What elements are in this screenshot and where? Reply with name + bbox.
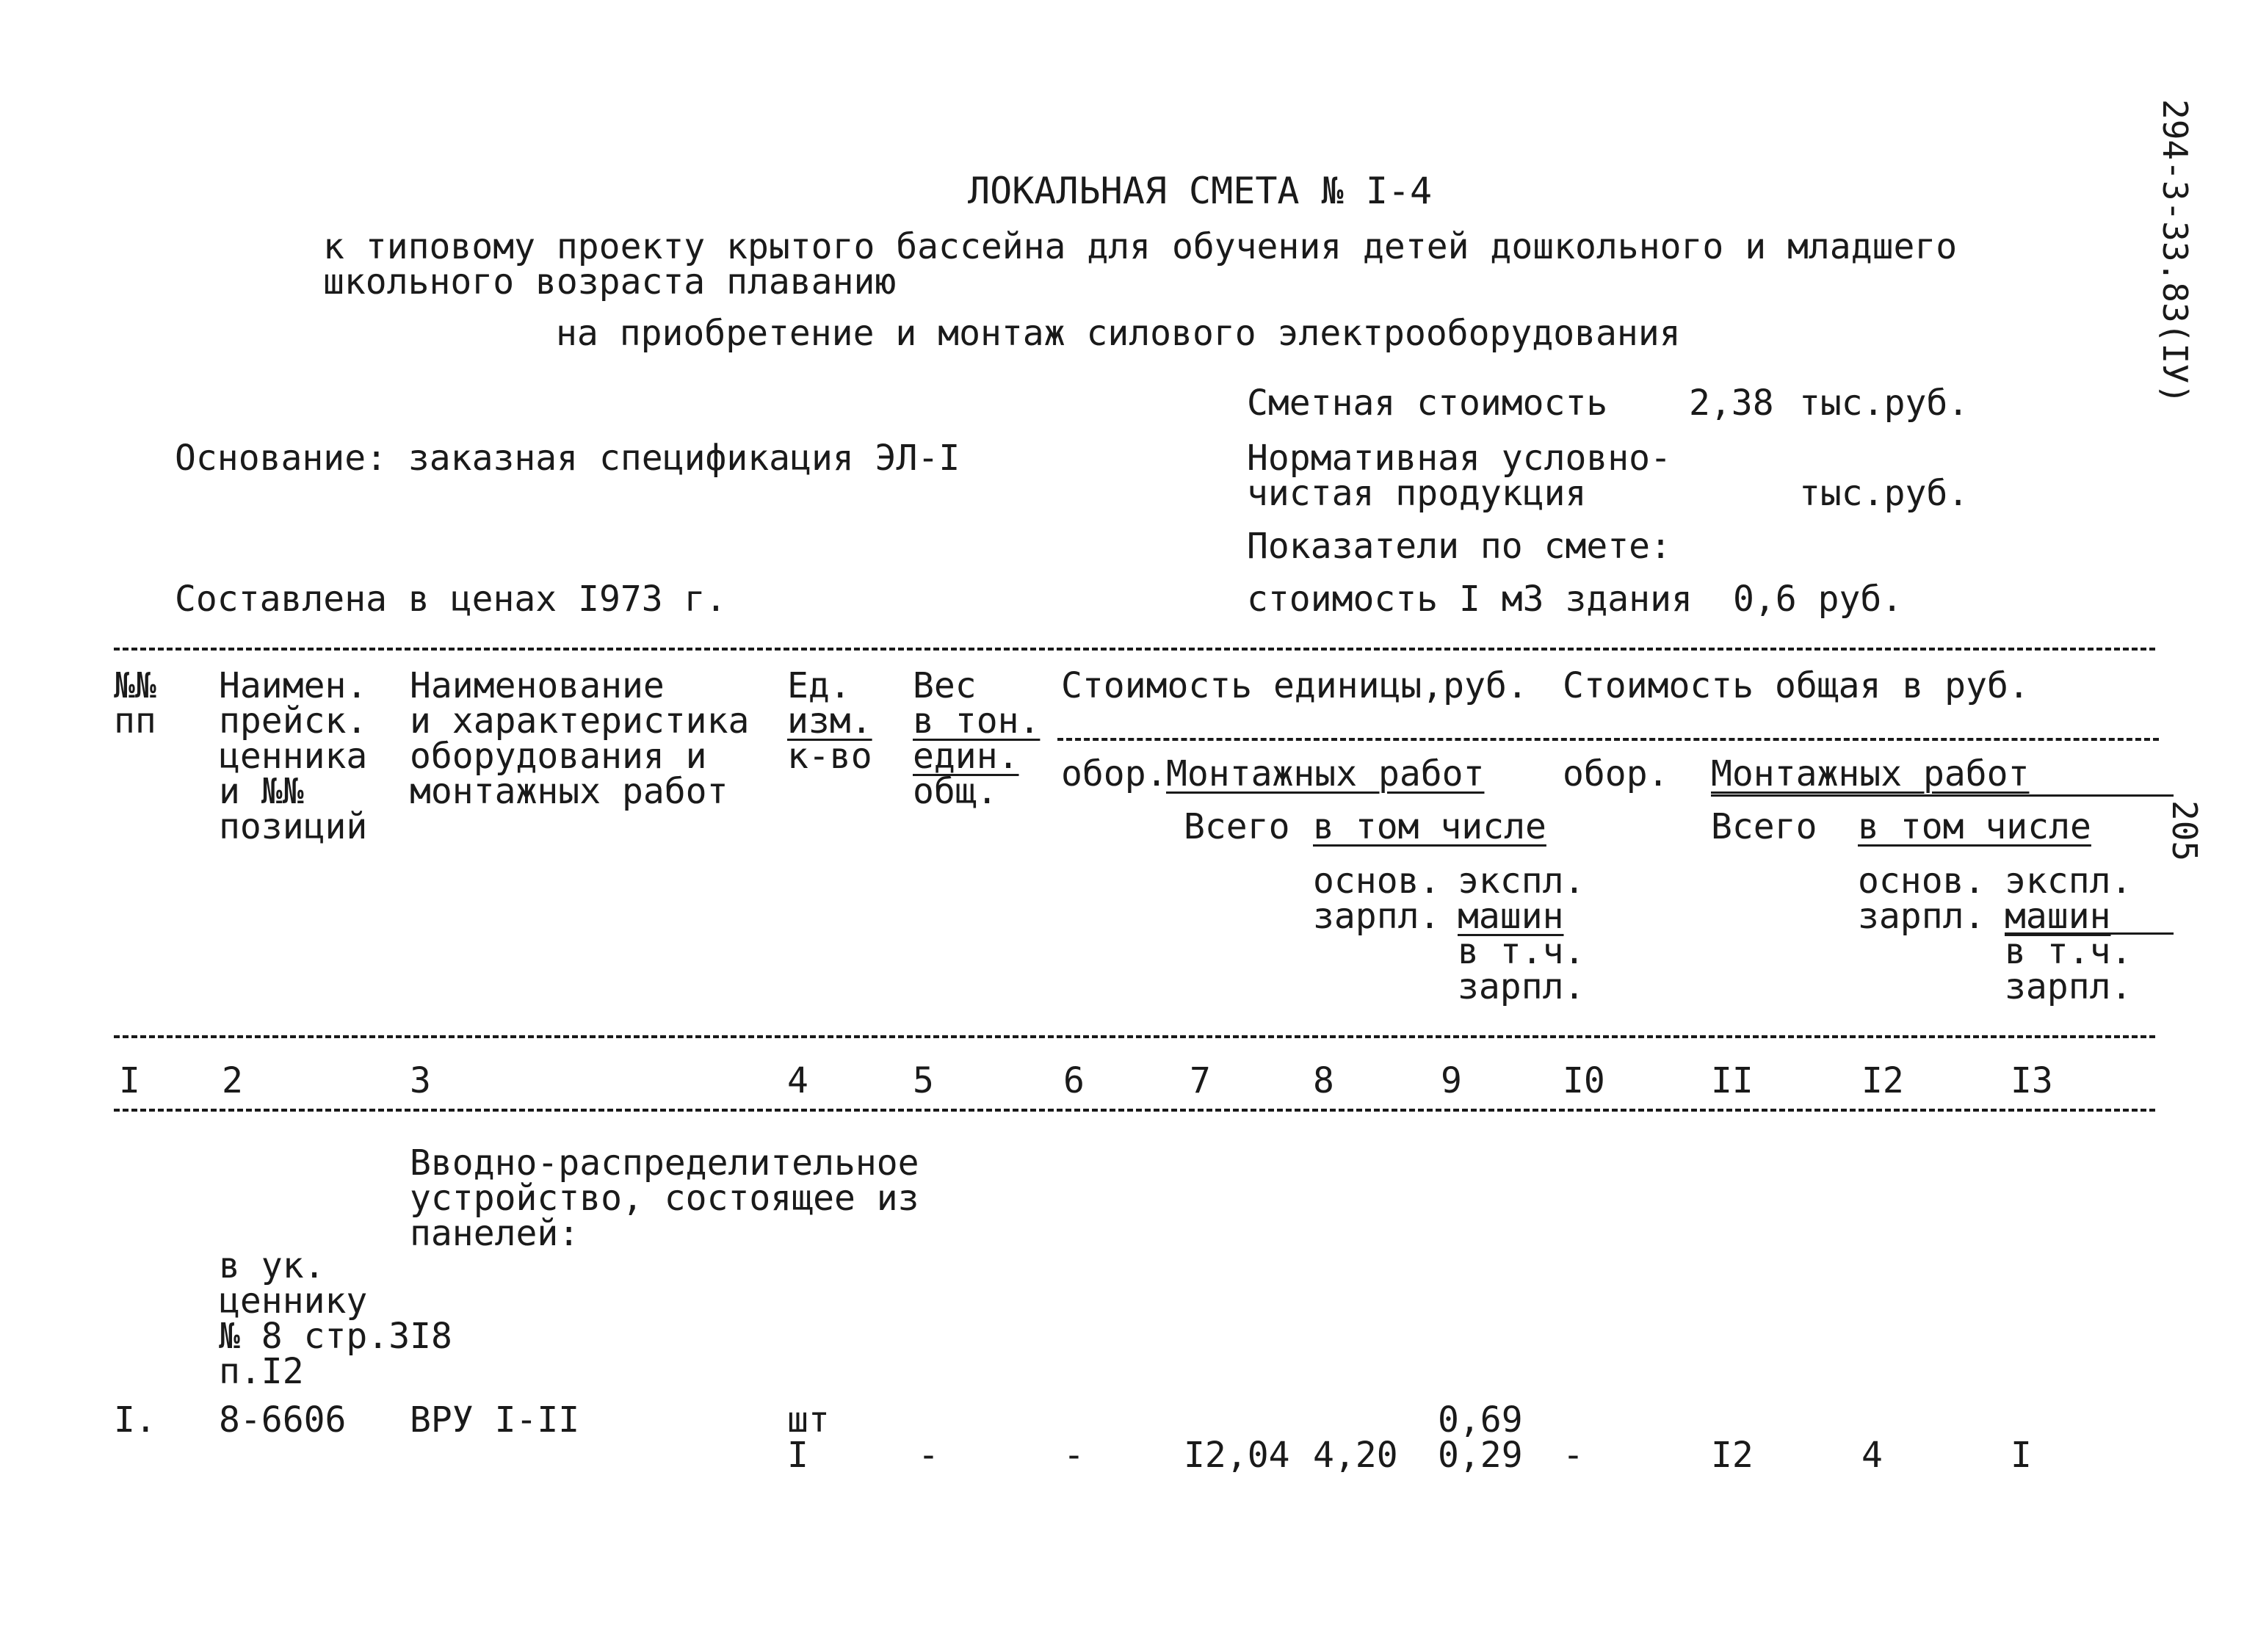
basis-text: Основание: заказная спецификация ЭЛ-I (175, 438, 960, 479)
col-number-2: 2 (222, 1060, 243, 1101)
indicator-text: стоимость I м3 здания (1247, 579, 1693, 620)
page-number: 205 (2165, 800, 2204, 862)
col-number-9: 9 (1441, 1060, 1462, 1101)
col-number-8: 8 (1313, 1060, 1334, 1101)
header-col-name: Наименование и характеристика оборудования и монтажных работ (410, 665, 750, 812)
document-title: ЛОКАЛЬНАЯ СМЕТА № I-4 (968, 170, 1433, 212)
header-total-cost: Стоимость общая в руб. (1563, 665, 2030, 706)
col-number-7: 7 (1190, 1060, 1211, 1101)
header-machines-b: машин (1458, 896, 1564, 937)
document-code: 294-3-33.83(IУ) (2155, 99, 2195, 405)
header-machines2-c: в т.ч. зарпл. (2005, 931, 2132, 1007)
row-equipment-total: - (1563, 1435, 1584, 1476)
row-machines-sum: I (2011, 1435, 2032, 1476)
row-machines: 0,69 (1438, 1399, 1523, 1441)
machines2-rule (2005, 932, 2174, 935)
header-machines2-b: машин (2005, 896, 2111, 937)
purpose-line: на приобретение и монтаж силового электрооборудования (556, 313, 1681, 354)
header-machines-c: в т.ч. зарпл. (1458, 931, 1585, 1007)
row-unit: шт (787, 1399, 830, 1441)
header-mounting-total: Монтажных работ (1711, 753, 2030, 794)
col-number-11: II (1711, 1060, 1754, 1101)
col-number-3: 3 (410, 1060, 431, 1101)
subtitle-line-2: школьного возраста плаванию (323, 261, 897, 302)
header-equipment-total: обор. (1563, 753, 1669, 794)
header-col-weight-a: Вес (913, 665, 977, 706)
col-number-5: 5 (913, 1060, 934, 1101)
col-number-6: 6 (1063, 1060, 1085, 1101)
row-mount-total: I2,04 (1184, 1435, 1290, 1476)
norm-label-1: Нормативная условно- (1247, 438, 1671, 479)
indicator-value: 0,6 руб. (1733, 579, 1903, 620)
cost-label: Сметная стоимость (1247, 383, 1608, 424)
header-col-number: №№ пп (114, 665, 156, 742)
header-base-wage-2: основ. зарпл. (1858, 861, 1986, 937)
header-col-unit-a: Ед. (787, 665, 851, 706)
row-name: ВРУ I-II (410, 1399, 580, 1441)
row-quantity: I (787, 1435, 808, 1476)
norm-label-2: чистая продукция (1247, 473, 1587, 514)
cost-value: 2,38 (1689, 383, 1774, 424)
col-number-13: I3 (2011, 1060, 2053, 1101)
mounting-total-rule (1711, 794, 2174, 797)
cost-unit: тыс.руб. (1799, 383, 1969, 424)
header-unit-cost: Стоимость единицы,руб. (1061, 665, 1528, 706)
column-numbers-top-rule (114, 1035, 2155, 1038)
row-base-wage-sum: 4 (1861, 1435, 1883, 1476)
header-machines2-a: экспл. (2005, 861, 2132, 902)
row-weight: - (918, 1435, 939, 1476)
row-mount-total-sum: I2 (1711, 1435, 1754, 1476)
header-equipment: обор. (1061, 753, 1168, 794)
table-top-rule (114, 648, 2155, 651)
header-col-pricelist: Наимен. прейск. ценника и №№ позиций (219, 665, 368, 847)
header-col-unit-c: к-во (787, 736, 872, 777)
header-col-unit-b: изм. (787, 700, 872, 742)
norm-unit: тыс.руб. (1799, 473, 1969, 514)
header-base-wage: основ. зарпл. (1313, 861, 1441, 937)
indicators-label: Показатели по смете: (1247, 526, 1671, 567)
col-number-10: I0 (1563, 1060, 1605, 1101)
header-mounting: Монтажных работ (1166, 753, 1485, 794)
subtitle-line-1: к типовому проекту крытого бассейна для обучения детей дошкольного и младшего (323, 226, 1958, 267)
section-title: Вводно-распределительное устройство, состоящее из панелей: (410, 1142, 919, 1254)
header-col-weight-c: един. (913, 736, 1019, 777)
header-total-2: Всего (1711, 806, 1817, 847)
column-numbers-bottom-rule (114, 1109, 2155, 1112)
col-number-4: 4 (787, 1060, 808, 1101)
row-machines-wage: 0,29 (1438, 1435, 1523, 1476)
header-including-2: в том числе (1858, 806, 2091, 847)
header-machines-a: экспл. (1458, 861, 1585, 902)
header-total: Всего (1184, 806, 1290, 847)
header-col-weight-b: в тон. (913, 700, 1041, 742)
row-base-wage: 4,20 (1313, 1435, 1398, 1476)
cost-header-rule (1057, 738, 2159, 741)
col-number-1: I (119, 1060, 140, 1101)
row-code: 8-6606 (219, 1399, 347, 1441)
header-col-weight-d: общ. (913, 771, 998, 812)
col-number-12: I2 (1861, 1060, 1904, 1101)
row-number: I. (114, 1399, 156, 1441)
section-reference: в ук. ценнику № 8 стр.3I8 п.I2 (219, 1245, 452, 1392)
header-including: в том числе (1313, 806, 1546, 847)
prices-text: Составлена в ценах I973 г. (175, 579, 727, 620)
row-equipment-unit: - (1063, 1435, 1085, 1476)
